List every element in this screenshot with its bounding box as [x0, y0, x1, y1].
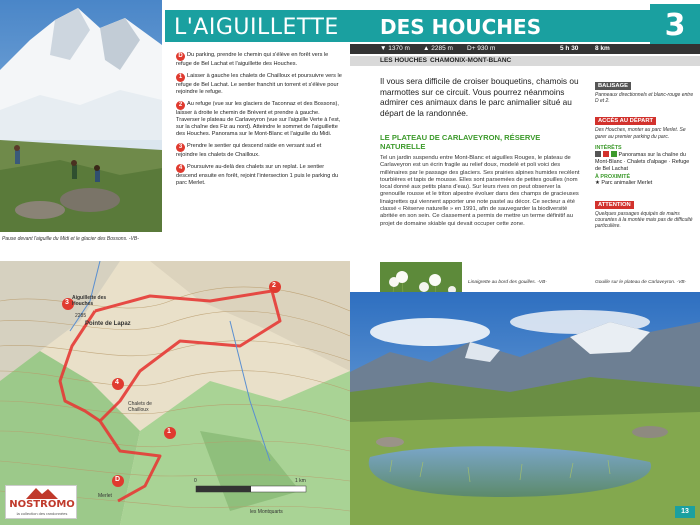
- map-badge-3: 3: [65, 299, 69, 306]
- page-title-right: DES HOUCHES: [380, 15, 542, 39]
- photo-caption: Pause devant l'aiguille du Midi et le glacier des Bossons. -VB-: [2, 236, 139, 242]
- info-sidebar: [595, 74, 695, 234]
- step-badge: D: [176, 52, 185, 61]
- acces-heading: ACCÈS AU DÉPART: [595, 117, 656, 125]
- map-badge-1: 1: [167, 428, 171, 435]
- proximite-heading: À PROXIMITÉ: [595, 174, 631, 181]
- map-label-chalets: Chalets de Chailloux: [128, 401, 152, 413]
- step-text: Laisser à gauche les chalets de Chailloux et poursuivre vers le refuge de Bel Lachat. Le sentier franchit un torrent et s'élève pour rejoindre le refuge.: [176, 73, 342, 95]
- attention-text: Quelques passages équipés de mains courantes à la montée mais pas de difficulté particulière.: [595, 210, 693, 230]
- map-scale-1km: 1 km: [295, 478, 306, 484]
- step-2: [176, 101, 344, 138]
- map-label-elevation: 2285: [75, 313, 87, 319]
- map-label-montquarts: les Montquarts: [250, 509, 283, 515]
- logo-subtitle: la collection des randonnées: [16, 511, 68, 516]
- acces-text: Des Houches, monter au parc Merlet. Se garer au premier parking du parc.: [595, 127, 686, 140]
- intro-text: Il vous sera difficile de croiser bouquetins, chamois ou marmottes sur ce circuit. Vous pourrez néanmoins admirer ces animaux dans le parc animalier situé au départ de la randonnée.: [380, 76, 579, 118]
- stats-bar: [350, 44, 700, 54]
- plateau-caption: Gouille sur le plateau de Carlaveyron. -VB-: [595, 280, 687, 285]
- right-page: [350, 0, 700, 525]
- map-label-pointe: Pointe de Lapaz: [85, 321, 131, 327]
- step-4: [176, 164, 344, 187]
- step-badge: 3: [176, 143, 185, 152]
- route-steps: [176, 52, 344, 192]
- page-title-left: L'AIGUILLETTE: [174, 15, 339, 40]
- map-label-merlet: Merlet: [98, 493, 112, 499]
- step-text: Prendre le sentier qui descend raide en versant sud et rejoindre les chalets de Chailloux.: [176, 143, 322, 158]
- location-bar: [350, 56, 700, 66]
- proximite-text: Parc animalier Merlet: [601, 180, 653, 187]
- step-badge: 1: [176, 73, 185, 82]
- map-badge-2: 2: [272, 282, 276, 289]
- location-region: CHAMONIX-MONT-BLANC: [430, 57, 512, 64]
- step-text: Poursuivre au-delà des chalets sur un replat. Le sentier descend ensuite en forêt, rejoint l'intersection 1 puis le parking du parc Merlet.: [176, 164, 339, 186]
- step-1: [176, 73, 344, 96]
- attention-heading: ATTENTION: [595, 201, 634, 209]
- map-label-aiguillette: Aiguillette des Houches: [72, 295, 107, 307]
- step-badge: 4: [176, 164, 185, 173]
- map-scale-0: 0: [194, 478, 197, 484]
- route-number: 3: [650, 4, 700, 48]
- body-text: Tel un jardin suspendu entre Mont-Blanc et aiguilles Rouges, le plateau de Carlaveyron est un écrin fragile au relief doux, modelé et poli voici des millénaires par le passage des glaciers. Ses prairies alpines humides recèlent tourbières et tapis de mousse. Elles sont parsemées de petites gouilles (nom local donné aux petits plans d'eau). Sur leurs rives on peut observer la grenouille rousse et le triton alpestre évoluer dans des champs de gracieuses linaigrettes qui viennent apporter une note pastel au décor. Ce secteur a été classé « Réserve naturelle » en 1991, afin de sauvegarder la biodiversité abritée en son sein. Ce classement a permis de mettre un terme définitif au projet de domaine skiable qui devait occuper cette zone.: [380, 155, 580, 227]
- interets-item: [595, 151, 695, 173]
- location-town: LES HOUCHES: [380, 57, 427, 64]
- star-icon: ★: [595, 180, 602, 187]
- stat-high: ▲ 2285 m: [423, 45, 453, 52]
- publisher-logo: [5, 485, 77, 519]
- page-number: 13: [675, 506, 695, 518]
- flower-caption: Linaigrette au bord des gouilles. -VB-: [468, 280, 547, 285]
- step-text: Du parking, prendre le chemin qui s'élève en forêt vers le refuge de Bel Lachat et l'aiguillette des Houches.: [176, 52, 329, 67]
- logo-name: NOSTROMO: [9, 499, 75, 510]
- step-3: [176, 143, 344, 159]
- stat-dplus: D+ 930 m: [467, 45, 496, 52]
- stat-low: ▼ 1370 m: [380, 45, 410, 52]
- step-badge: 2: [176, 101, 185, 110]
- map-badge-4: 4: [115, 379, 119, 386]
- interets-text: Panoramas sur la chaîne du Mont-Blanc · Chalets d'alpage · Refuge de Bel Lachat: [595, 151, 690, 172]
- mountain-photo: [0, 0, 162, 232]
- balisage-text: Panneaux directionnels et blanc-rouge entre D et 2.: [595, 92, 694, 105]
- plateau-photo: [350, 292, 700, 525]
- interets-heading: INTÉRÊTS: [595, 144, 622, 151]
- balisage-heading: BALISAGE: [595, 82, 631, 90]
- stat-time: 5 h 30: [560, 45, 579, 52]
- map-badge-d: D: [115, 476, 121, 483]
- step-d: [176, 52, 344, 68]
- stat-length: 8 km: [595, 45, 610, 52]
- interest-icons: [595, 151, 617, 160]
- section-title: LE PLATEAU DE CARLAVEYRON, RÉSERVE NATURELLE: [380, 133, 541, 151]
- step-text: Au refuge (vue sur les glaciers de Taconnaz et des Bossons), laisser à droite le chemin de Brévent et prendre à gauche. Traverser le plateau de Carlaveyron (vue sur l'aiguille Verte à l'est, sur la chaîne des Fiz au nord). Atteindre le sommet de l'aiguillette des Houches. Panorama sur le Mont-Blanc et l'aiguille du Midi.: [176, 101, 341, 137]
